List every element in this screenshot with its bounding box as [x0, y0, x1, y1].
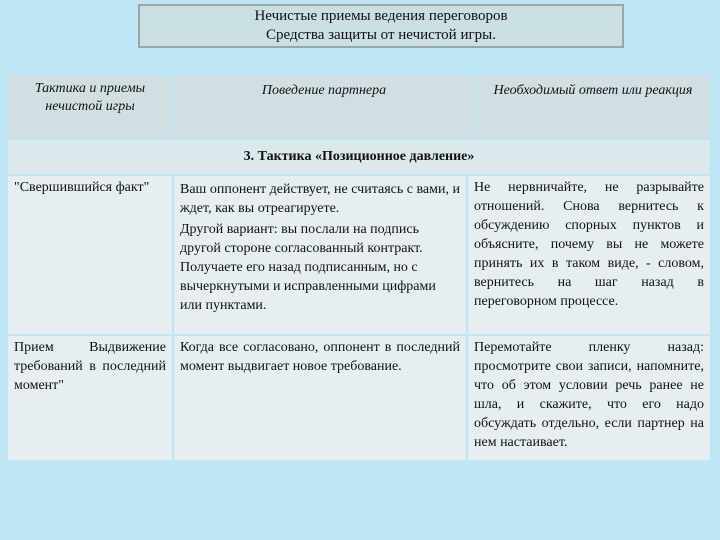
- table-cell-behavior: [174, 176, 466, 334]
- table-cell-tactic: Прием Выдвижение требований в последний момент": [8, 336, 172, 460]
- behavior-paragraph: Другой вариант: вы послали на подпись другой стороне согласованный контракт. Получаете его назад подписанным, но с вычеркнутыми и исправленными цифрами или пунктами.: [180, 222, 436, 313]
- table-header-row: [8, 76, 710, 138]
- table-cell-response: Не нервничайте, не разрывайте отношений. Снова вернитесь к обсуждению спорных пунктов и объясните, почему вы не можете принять их в таком виде, - словом, вернитесь на шаг назад в переговорном процессе.: [468, 176, 710, 334]
- table-cell-behavior: Когда все согласовано, оппонент в последний момент выдвигает новое требование.: [174, 336, 466, 460]
- slide-title-line1: Нечистые приемы ведения переговоров: [254, 8, 508, 24]
- table-cell-response: Перемотайте пленку назад: просмотрите свои записи, напомните, что об этом условии речь ранее не шла, и скажите, что его надо обсуждать отдельно, если партнер на нем настаивает.: [468, 336, 710, 460]
- header-response: Необходимый ответ или реакция: [476, 76, 710, 138]
- header-tactic: Тактика и приемы нечистой игры: [8, 76, 172, 138]
- behavior-paragraph: Ваш оппонент действует, не считаясь с вами, и ждет, как вы отреагируете.: [180, 182, 460, 216]
- header-behavior: Поведение партнера: [174, 76, 474, 138]
- slide-title-box: [138, 4, 624, 48]
- section-title: 3. Тактика «Позиционное давление»: [8, 140, 710, 174]
- table-cell-tactic: "Свершившийся факт": [8, 176, 172, 334]
- slide-title-line2: Средства защиты от нечистой игры.: [266, 27, 496, 43]
